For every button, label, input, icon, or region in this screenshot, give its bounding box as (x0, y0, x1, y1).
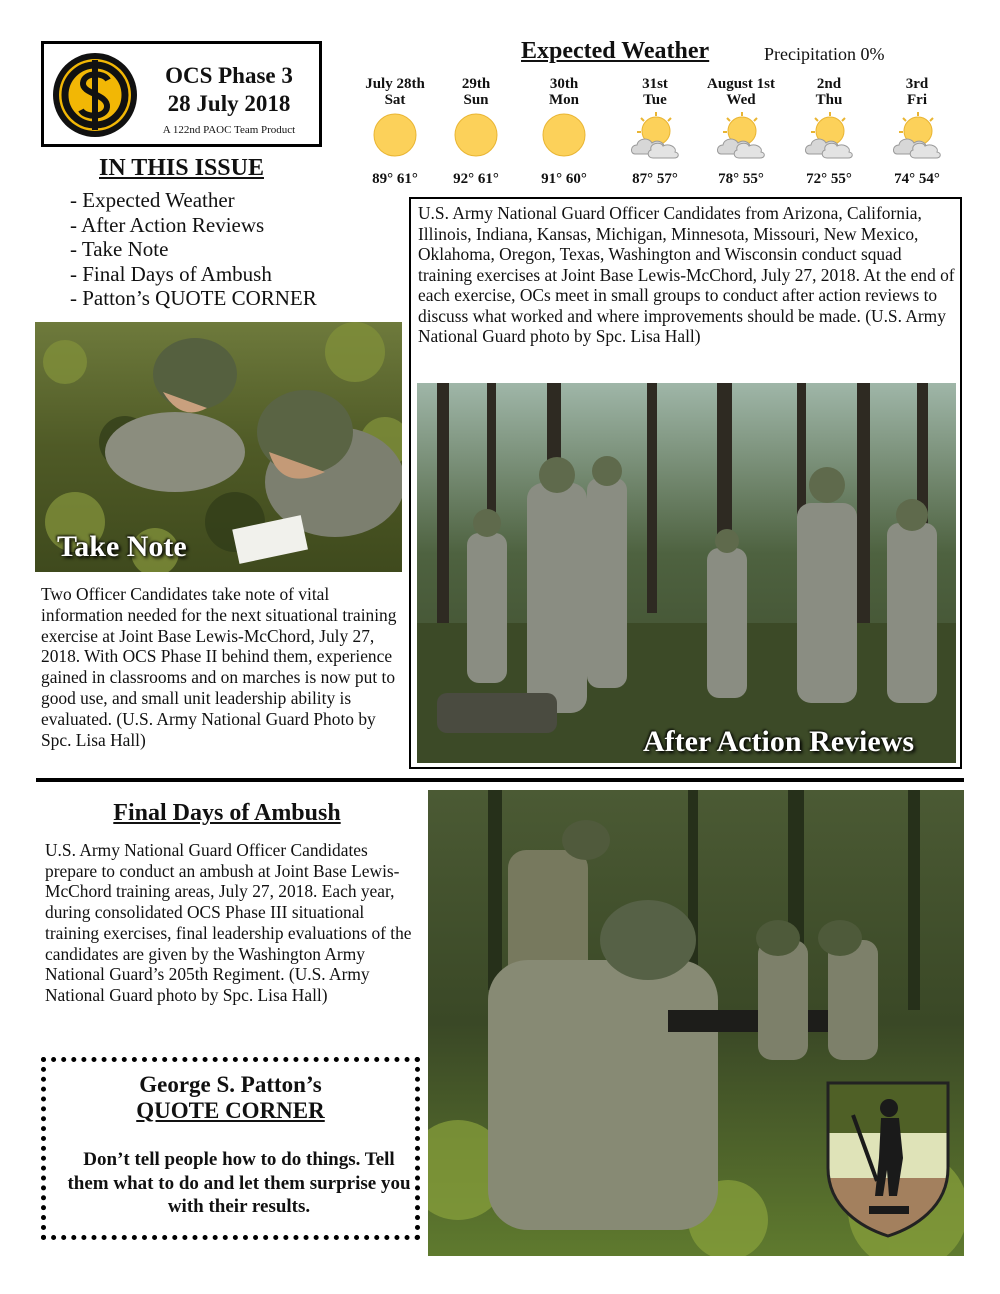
quote-author: George S. Patton’s (139, 1072, 322, 1097)
aar-photo-image (417, 383, 956, 763)
weather-weekday: Sat (384, 92, 406, 108)
aar-label: After Action Reviews (643, 725, 915, 758)
weather-temps: 87° 57° (632, 171, 678, 187)
weather-temps: 72° 55° (806, 171, 852, 187)
weather-day (607, 76, 703, 188)
newsletter-date: 28 July 2018 (167, 91, 291, 116)
weather-temps: 92° 61° (453, 171, 499, 187)
weather-date: 2nd (816, 76, 842, 92)
sun-icon (536, 110, 592, 160)
newsletter-subtitle: A 122nd PAOC Team Product (162, 124, 296, 136)
ambush-caption: U.S. Army National Guard Officer Candidates prepare to conduct an ambush at Joint Base Lewis-McChord training areas, July 27, 2018. Each year, during consolidated OCS Phase III situational training exercises, final leadership evaluations of the candidates are given by the Washington Army National Guard’s 205th Regiment. (U.S. Army National Guard photo by Spc. Lisa Hall) (45, 840, 412, 1005)
weather-temps: 91° 60° (541, 171, 587, 187)
minuteman-shield-icon (823, 1078, 953, 1238)
toc-item: - Patton’s QUOTE CORNER (70, 286, 317, 310)
weather-day (428, 76, 524, 188)
toc-item: - Expected Weather (70, 188, 235, 212)
weather-weekday: Tue (643, 92, 667, 108)
toc-item: - Take Note (70, 237, 169, 261)
ocs-logo (52, 52, 138, 138)
newsletter-title (144, 62, 314, 118)
weather-temps: 89° 61° (372, 171, 418, 187)
partly-cloudy-icon (801, 110, 857, 160)
aar-photo (417, 383, 956, 763)
weather-date: 29th (461, 76, 491, 92)
weather-date: 3rd (905, 76, 929, 92)
take-note-label: Take Note (57, 530, 187, 563)
weather-heading: Expected Weather (521, 38, 710, 64)
section-divider (36, 778, 964, 782)
weather-weekday: Mon (549, 92, 579, 108)
weather-day (869, 76, 965, 188)
weather-weekday: Fri (907, 92, 927, 108)
masthead (41, 41, 322, 147)
weather-weekday: Sun (463, 92, 489, 108)
quote-text: Don’t tell people how to do things. Tell them what to do and let them surprise you with their results. (67, 1149, 411, 1217)
weather-day (781, 76, 877, 188)
aar-caption: U.S. Army National Guard Officer Candidates from Arizona, California, Illinois, Indiana, Kansas, Michigan, Minnesota, Missouri, New Mexico, Oklahoma, Oregon, Texas, Washington and Wisconsin conduct squad training exercises at Joint Base Lewis-McChord, July 27, 2018. At the end of each exercise, OCs meet in small groups to conduct after action reviews to discuss what worked and where improvements should be made. (U.S. Army National Guard photo by Spc. Lisa Hall) (418, 203, 955, 346)
weather-weekday: Wed (726, 92, 756, 108)
partly-cloudy-icon (889, 110, 945, 160)
weather-temps: 74° 54° (894, 171, 940, 187)
toc-heading: IN THIS ISSUE (99, 155, 264, 181)
weather-date: July 28th (365, 76, 425, 92)
quote-corner-box (41, 1057, 420, 1240)
weather-temps: 78° 55° (718, 171, 764, 187)
weather-date: 30th (549, 76, 579, 92)
aar-article (409, 197, 962, 769)
weather-day (693, 76, 789, 188)
ambush-photo (428, 790, 964, 1256)
weather-day (516, 76, 612, 188)
weather-weekday: Thu (815, 92, 843, 108)
ambush-heading: Final Days of Ambush (113, 800, 341, 826)
partly-cloudy-icon (627, 110, 683, 160)
weather-forecast (345, 76, 965, 187)
toc-list (70, 188, 370, 311)
weather-precipitation: Precipitation 0% (764, 44, 885, 64)
weather-date: August 1st (707, 76, 775, 92)
quote-corner-title (46, 1072, 415, 1124)
partly-cloudy-icon (713, 110, 769, 160)
toc-item: - Final Days of Ambush (70, 261, 272, 286)
toc-item: - After Action Reviews (70, 212, 265, 237)
weather-date: 31st (642, 76, 668, 92)
sun-icon (448, 110, 504, 160)
take-note-caption: Two Officer Candidates take note of vital information needed for the next situational training exercise at Joint Base Lewis-McChord, July 27, 2018. With OCS Phase II behind them, experience gained in classrooms and on marches is now put to good use, and small unit leadership ability is evaluated. (U.S. Army National Guard Photo by Spc. Lisa Hall) (41, 584, 397, 750)
sun-icon (367, 110, 423, 160)
quote-corner-label: QUOTE CORNER (136, 1098, 325, 1123)
take-note-photo (35, 322, 402, 572)
newsletter-title-line1: OCS Phase 3 (165, 63, 293, 88)
